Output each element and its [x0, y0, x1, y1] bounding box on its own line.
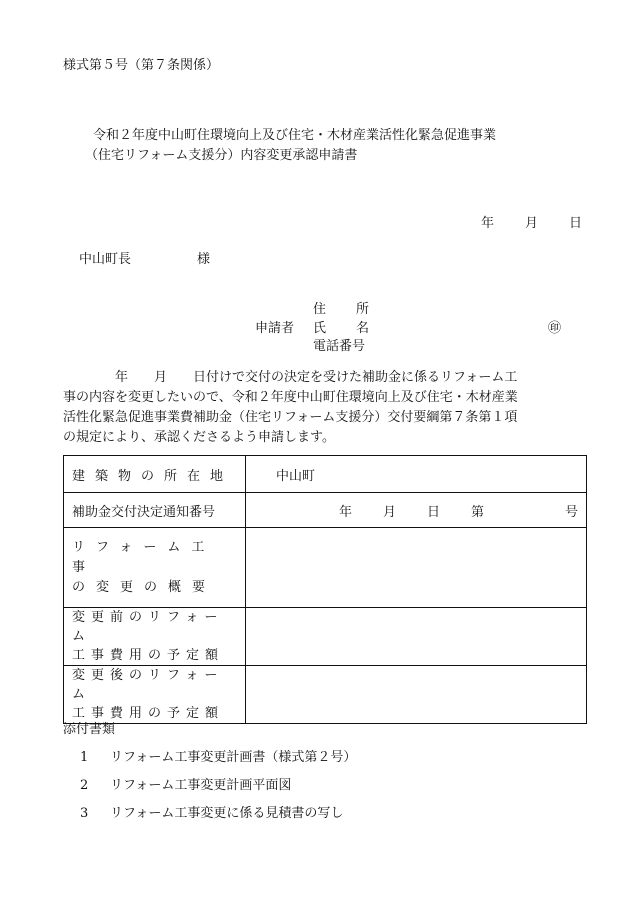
- notice-year: 年: [339, 505, 353, 520]
- after-label-line1: 変更後のリフォーム: [72, 668, 224, 702]
- addressee: [79, 248, 211, 267]
- notice-gou: 号: [564, 505, 578, 520]
- document-title-line1: 令和２年度中山町住環境向上及び住宅・木材産業活性化緊急促進事業: [93, 128, 497, 143]
- addressee-honorific: 様: [197, 252, 211, 267]
- document-title-line2: （住宅リフォーム支援分）内容変更承認申請書: [85, 148, 358, 163]
- seal-mark: ㊞: [548, 321, 562, 336]
- before-value-cell[interactable]: [246, 608, 587, 666]
- body-line: の規定により、承認くださるよう申請します。: [63, 430, 335, 445]
- after-label-line2: 工事費用の予定額: [72, 706, 225, 721]
- location-value-cell[interactable]: [246, 456, 587, 493]
- application-body-text: [63, 368, 578, 448]
- date-day-label: 日: [569, 216, 583, 231]
- location-label-cell: [64, 456, 246, 493]
- notice-label: 補助金交付決定通知番号: [72, 504, 216, 520]
- addressee-name: 中山町長: [79, 252, 132, 267]
- location-label: 建築物の所在地: [72, 468, 234, 484]
- attachment-item: 2 リフォーム工事変更計画平面図: [80, 778, 292, 793]
- application-form-table: [63, 455, 587, 724]
- summary-label-line2: の変更の概要: [72, 579, 217, 595]
- summary-label-cell: [64, 528, 246, 608]
- after-label-cell: [64, 666, 246, 724]
- applicant-address-label: 住 所: [313, 302, 369, 317]
- attachment-item: 3 リフォーム工事変更に係る見積書の写し: [80, 806, 344, 821]
- applicant-phone-label: 電話番号: [313, 339, 366, 354]
- notice-month: 月: [383, 505, 397, 520]
- before-label-line2: 工事費用の予定額: [72, 648, 225, 663]
- notice-label-cell: [64, 493, 246, 528]
- after-value-cell[interactable]: [246, 666, 587, 724]
- applicant-label: 申請者: [255, 321, 295, 336]
- attachment-item: 1 リフォーム工事変更計画書（様式第２号）: [80, 750, 357, 765]
- summary-label-line1: リフォーム工事: [72, 539, 216, 575]
- location-value: 中山町: [276, 468, 316, 484]
- date-year-label: 年: [481, 216, 495, 231]
- body-line: 活性化緊急促進事業費補助金（住宅リフォーム支援分）交付要綱第７条第１項: [63, 410, 518, 425]
- body-line: 年 月 日付けで交付の決定を受けた補助金に係るリフォーム工: [63, 370, 518, 385]
- attachments-heading: 添付書類: [63, 722, 116, 737]
- before-label-line1: 変更前のリフォーム: [72, 610, 224, 644]
- notice-value-cell[interactable]: [246, 493, 587, 528]
- date-month-label: 月: [525, 216, 539, 231]
- before-label-cell: [64, 608, 246, 666]
- applicant-name-label: 氏 名: [313, 321, 369, 336]
- notice-day: 日: [427, 505, 441, 520]
- notice-dai: 第: [471, 505, 485, 520]
- form-number: 様式第５号（第７条関係）: [63, 58, 220, 73]
- summary-value-cell[interactable]: [246, 528, 587, 608]
- body-line: 事の内容を変更したいので、令和２年度中山町住環境向上及び住宅・木材産業: [63, 390, 518, 405]
